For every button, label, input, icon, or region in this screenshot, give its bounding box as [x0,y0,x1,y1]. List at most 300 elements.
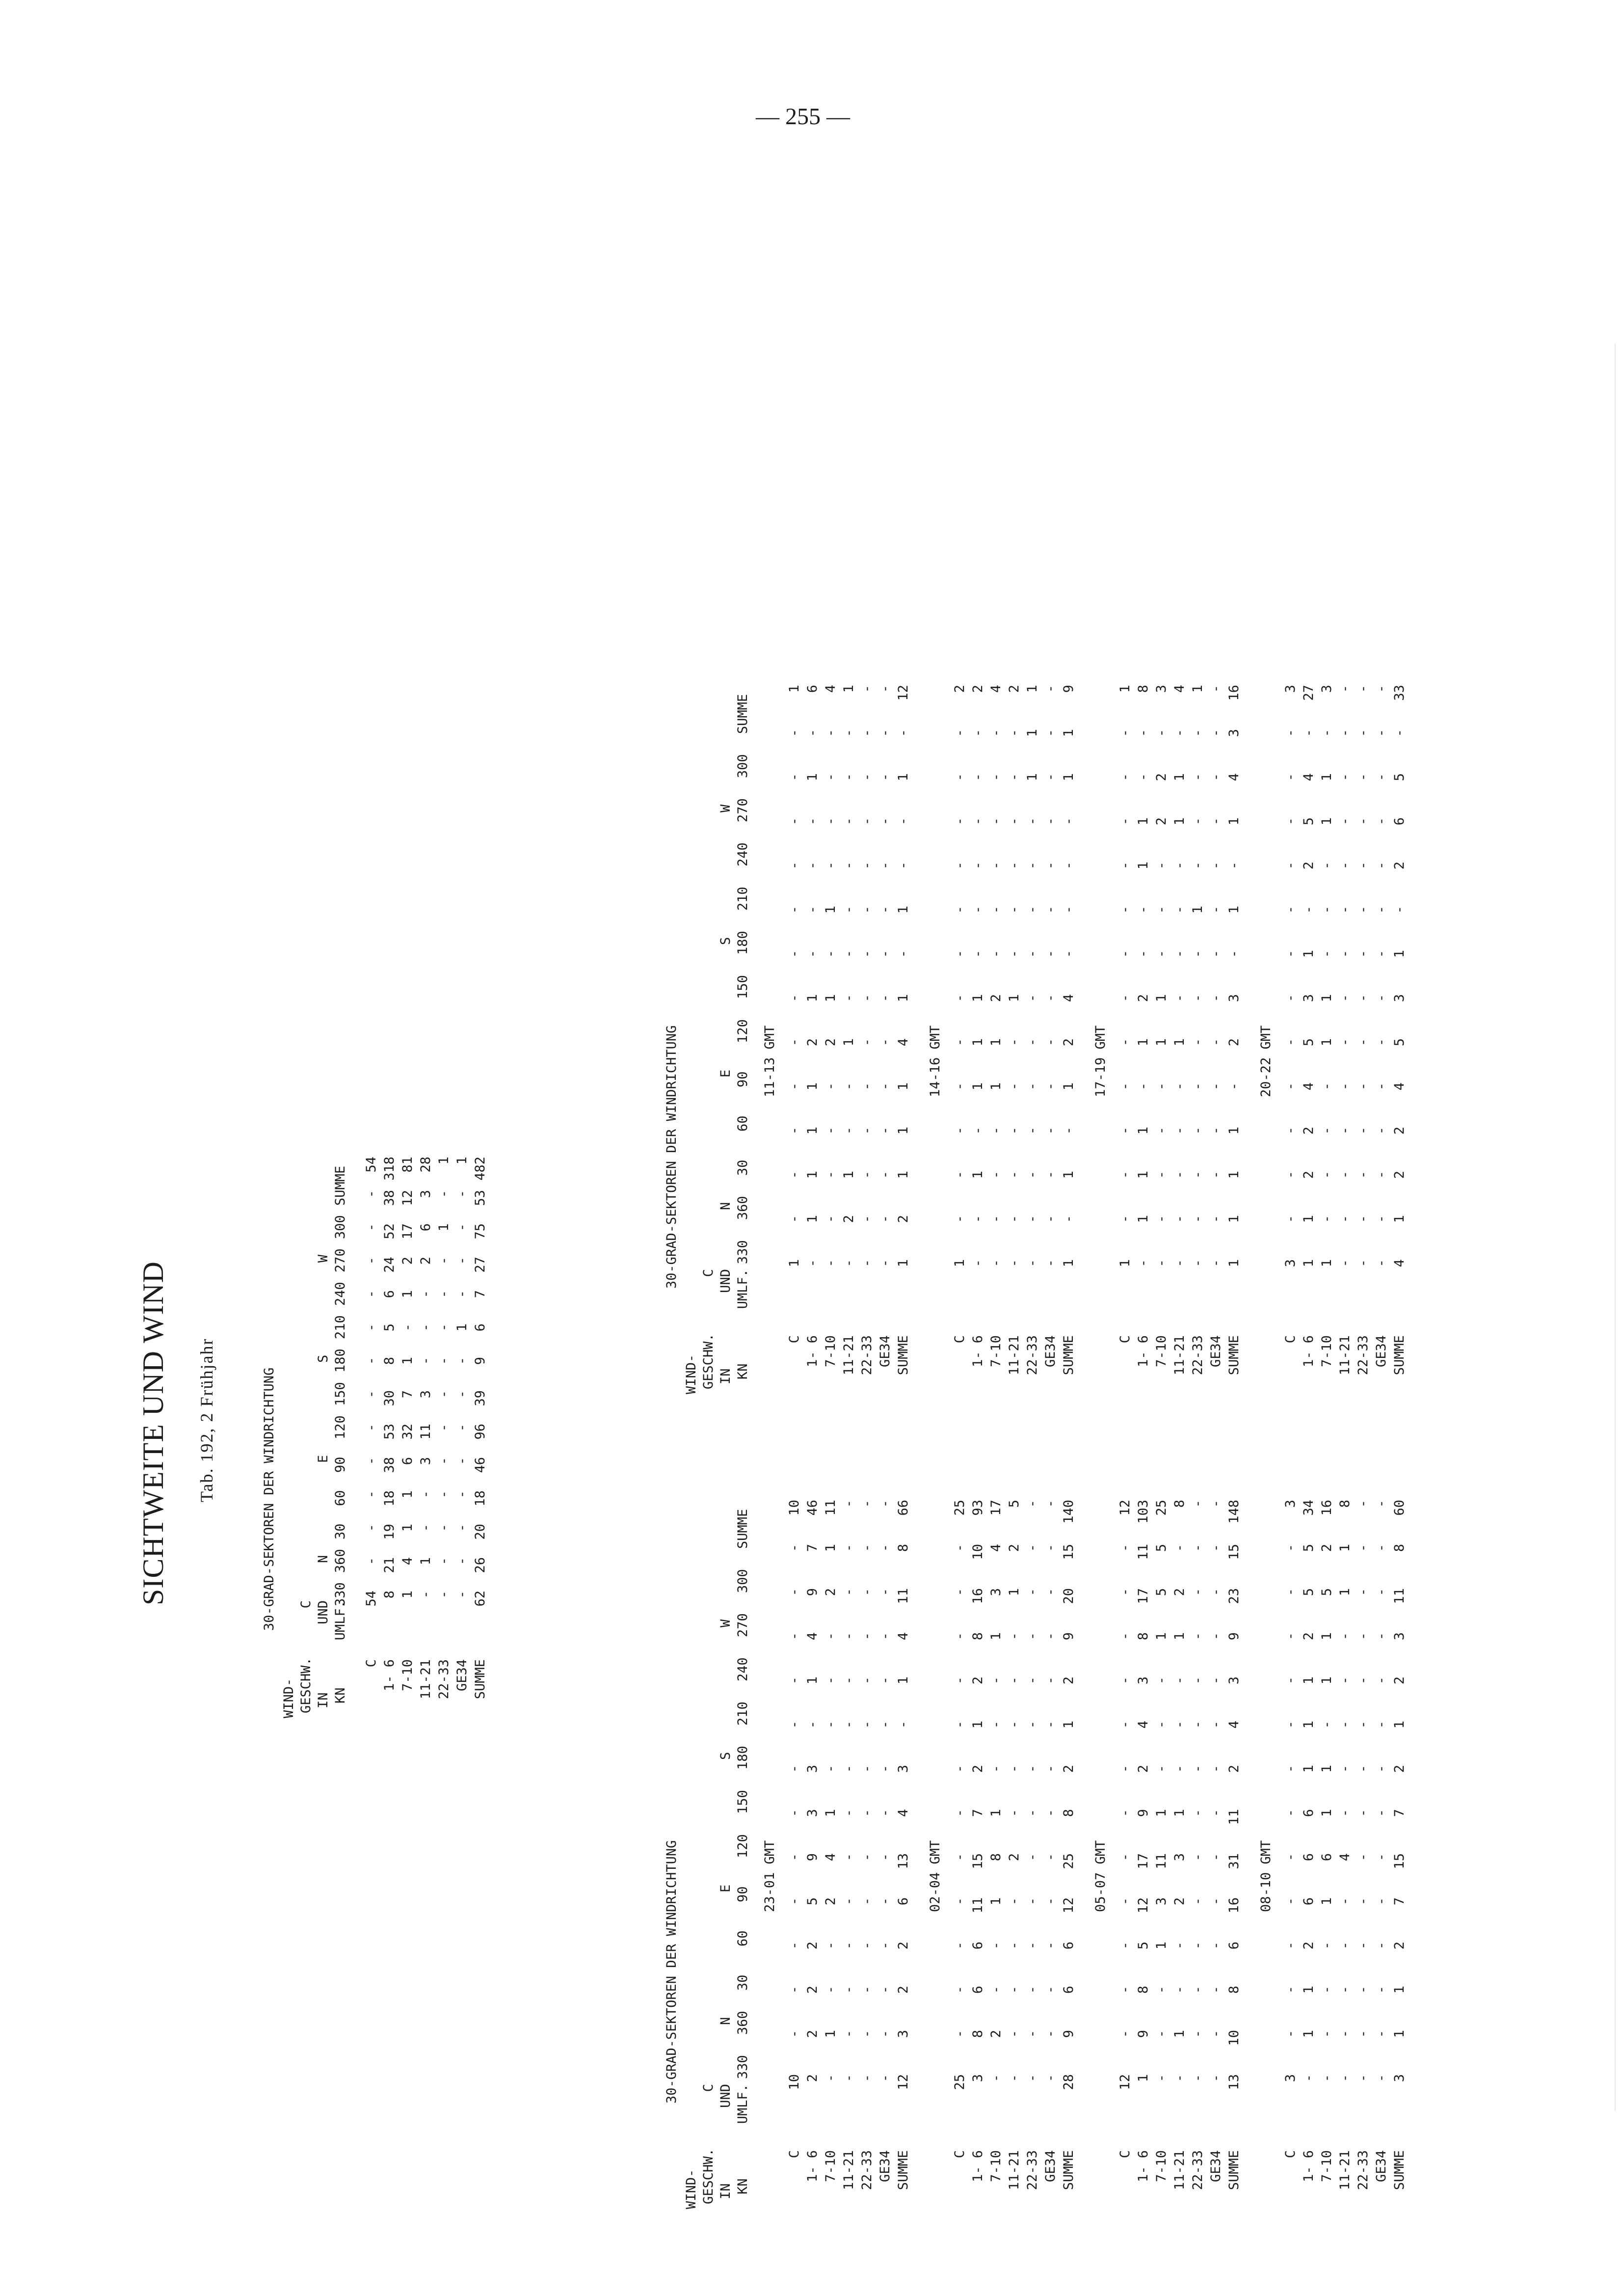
table-row [1207,1492,1225,2219]
table-row [1152,677,1171,1404]
table-cell: - [1337,862,1353,870]
table-cell: - [1337,2074,1353,2082]
table-cell: 16 [970,1588,985,1604]
table-cell: - [841,1544,856,1552]
row-label: 1- 6 [382,1659,397,1692]
table-cell: 2 [1392,1171,1407,1179]
table-cell: - [1172,1171,1187,1179]
table-cell: - [878,1809,893,1817]
table-cell: - [1025,862,1040,870]
table-cell: 3 [1392,2074,1407,2082]
compass-label-w: W [718,1619,733,1627]
table-cell: - [859,950,875,958]
table-cell: - [1337,1082,1353,1091]
table-row [987,677,1005,1404]
table-cell: - [1117,1809,1133,1817]
table-cell: 5 [1154,1544,1169,1552]
table-row [1372,1492,1390,2219]
table-cell: - [1117,1127,1133,1135]
row-label: GE34 [1043,2150,1058,2183]
table-row [1225,1492,1243,2219]
table-cell: - [436,1390,452,1399]
table-cell: - [1208,862,1224,870]
table-cell: - [1301,2074,1316,2082]
table-cell: 1 [1319,1765,1334,1773]
table-cell: 6 [473,1324,488,1332]
table-cell: - [1025,1215,1040,1223]
table-cell: - [952,817,967,826]
table-cell: 8 [970,1632,985,1641]
table-cell: - [1043,685,1058,693]
table-cell: - [1301,906,1316,914]
table-cell: - [1025,1986,1040,1994]
column-header: 330 [735,1240,750,1264]
table-cell: 11 [1392,1588,1407,1604]
table-cell: - [1319,1215,1334,1223]
table-cell: 1 [952,1259,967,1268]
table-cell: - [988,950,1004,958]
table-row [1390,677,1409,1404]
table-cell: - [1061,862,1076,870]
block-spacer [912,1492,921,2219]
table-cell: - [1043,1259,1058,1268]
table-cell: 3 [418,1457,433,1465]
row-label: C [787,2150,802,2159]
calm-header-line: UND [718,2084,733,2108]
table-cell: 3 [805,1765,820,1773]
table-cell: - [1337,685,1353,693]
table-cell: - [1117,1676,1133,1685]
table-cell: 11 [1136,1544,1151,1560]
row-label: C [952,1335,967,1344]
block-spacer [912,677,921,1404]
table-row [1300,677,1318,1404]
table-cell: - [1208,773,1224,782]
table-cell: - [1283,950,1298,958]
table-cell: - [1356,1215,1371,1223]
table-cell: - [878,1853,893,1862]
page-number: — 255 — [756,104,850,130]
table-row [362,1157,380,1728]
table-cell: 2 [400,1257,415,1265]
table-cell: 1 [1319,773,1334,782]
table-cell: 9 [1226,1632,1242,1641]
table-cell: - [988,862,1004,870]
table-row [858,1492,876,2219]
table-cell: 5 [1319,1588,1334,1596]
table-cell: 1 [1061,1721,1076,1729]
table-row [1281,677,1300,1404]
table-cell: 32 [400,1424,415,1440]
table-row [822,1492,840,2219]
table-cell: - [859,1259,875,1268]
table-cell: 1 [1007,1588,1022,1596]
table-cell: - [1208,1038,1224,1047]
table-cell: - [1374,2030,1389,2038]
table-cell: 28 [418,1157,433,1173]
table-cell: - [1154,1082,1169,1091]
table-cell: 1 [1154,1942,1169,1950]
table-cell: - [1337,1215,1353,1223]
table-cell: - [1117,1544,1133,1552]
table-cell: 1 [1136,1171,1151,1179]
table-cell: 93 [970,1500,985,1516]
table-cell: - [1007,1765,1022,1773]
table-cell: - [952,862,967,870]
time-block-label: 02-04 GMT [928,1840,943,1912]
table-cell: - [823,773,838,782]
table-cell: - [1190,1986,1205,1994]
table-row [951,1492,969,2219]
row-label: 11-21 [1007,1335,1022,1376]
table-cell: - [859,862,875,870]
table-cell: - [1356,906,1371,914]
table-cell: - [1025,1676,1040,1685]
table-cell: - [1025,950,1040,958]
table-cell: 1 [436,1157,452,1165]
table-cell: - [1154,1127,1169,1135]
table-cell: - [896,817,911,826]
table-cell: 1 [805,1171,820,1179]
table-cell: - [1025,1544,1040,1552]
table-cell: - [454,1424,470,1432]
column-header: SUMME [735,694,750,734]
table-cell: - [1154,1171,1169,1179]
table-cell: - [1043,729,1058,737]
table-cell: - [859,1765,875,1773]
table-cell: - [878,1215,893,1223]
table-cell: - [1154,1765,1169,1773]
table-cell: - [1043,1038,1058,1047]
table-cell: 2 [896,1215,911,1223]
table-cell: - [787,1721,802,1729]
table-cell: - [841,1082,856,1091]
table-cell: - [878,994,893,1002]
table-cell: - [787,817,802,826]
table-cell: 7 [400,1390,415,1399]
table-cell: 1 [1319,1809,1334,1817]
table-cell: 1 [1136,1215,1151,1223]
table-cell: - [787,773,802,782]
table-cell: - [823,1171,838,1179]
row-label: 1- 6 [1136,1335,1151,1368]
table-cell: - [896,950,911,958]
table-row [380,1157,399,1728]
table-cell: - [1117,1171,1133,1179]
table-cell: 10 [787,2074,802,2090]
table-cell: - [1025,1853,1040,1862]
table-cell: - [1374,1171,1389,1179]
table-row [1189,677,1207,1404]
table-cell: - [1136,729,1151,737]
table-cell: - [1154,1721,1169,1729]
table-cell: - [1301,729,1316,737]
table-row [399,1157,417,1728]
table-cell: - [952,1676,967,1685]
table-cell: - [805,817,820,826]
table-cell: - [364,1457,379,1465]
table-cell: - [1117,729,1133,737]
table-cell: 8 [1172,1500,1187,1508]
table-cell: - [952,1721,967,1729]
table-cell: 2 [1301,1942,1316,1950]
table-cell: 1 [1154,1809,1169,1817]
table-cell: 1 [805,1127,820,1135]
table-row [822,677,840,1404]
table-cell: - [970,729,985,737]
table-cell: - [1117,906,1133,914]
table-cell: 46 [805,1500,820,1516]
table-cell: - [1043,1544,1058,1552]
table-cell: 6 [1301,1809,1316,1817]
table-cell: 2 [823,1588,838,1596]
table-cell: - [1374,1588,1389,1596]
table-cell: - [1356,1986,1371,1994]
table-cell: - [1043,1632,1058,1641]
table-cell: - [878,2074,893,2082]
table-cell: - [805,862,820,870]
table-row [453,1157,471,1728]
table-cell: - [787,729,802,737]
table-cell: 60 [1392,1500,1407,1516]
table-cell: - [436,1457,452,1465]
table-cell: - [1136,1259,1151,1268]
table-cell: - [364,1257,379,1265]
table-cell: 1 [805,773,820,782]
table-row [1336,677,1354,1404]
table-cell: - [970,906,985,914]
row-label: SUMME [896,1335,911,1376]
table-cell: - [1117,1588,1133,1596]
column-header: 60 [735,1930,750,1946]
table-cell: - [1356,862,1371,870]
table-cell: - [1025,817,1040,826]
table-cell: 1 [787,1259,802,1268]
table-cell: - [1356,1809,1371,1817]
table-cell: - [841,773,856,782]
table-cell: 1 [1319,994,1334,1002]
table-cell: - [1025,1942,1040,1950]
table-cell: - [1025,1500,1040,1508]
table-cell: - [1117,1897,1133,1906]
table-cell: 6 [1226,1942,1242,1950]
table-cell: 318 [382,1157,397,1181]
table-cell: 1 [400,1290,415,1298]
table-cell: 482 [473,1157,488,1181]
table-cell: - [1190,1897,1205,1906]
table-cell: 17 [988,1500,1004,1516]
row-label: SUMME [1061,2150,1076,2190]
table-cell: - [1374,950,1389,958]
table-row [840,1492,858,2219]
table-cell: - [805,950,820,958]
table-cell: 12 [1061,1897,1076,1914]
table-cell: - [1190,862,1205,870]
table-cell: 4 [400,1557,415,1566]
table-cell: 2 [896,1942,911,1950]
table-cell: - [1007,1215,1022,1223]
table-cell: 3 [1283,1259,1298,1268]
column-header: SUMME [333,1165,348,1206]
table-cell: - [1190,950,1205,958]
table-cell: - [1172,1765,1187,1773]
row-label: C [1283,1335,1298,1344]
table-cell: 1 [970,1721,985,1729]
left-time-table [663,1492,1417,2219]
table-cell: - [787,950,802,958]
table-cell: - [1283,1215,1298,1223]
table-cell: 1 [970,994,985,1002]
table-cell: - [1337,1942,1353,1950]
calm-header-line: UND [316,1600,331,1624]
table-cell: - [878,862,893,870]
table-cell: 9 [1136,1809,1151,1817]
column-header: 300 [735,1569,750,1593]
table-row [1005,1492,1023,2219]
table-cell: 8 [1136,1632,1151,1641]
table-cell: - [1319,2030,1334,2038]
table-cell: 24 [382,1257,397,1273]
table-cell: - [1337,1127,1353,1135]
table-cell: - [1208,994,1224,1002]
table-cell: 1 [1337,1544,1353,1552]
wind-speed-header-line: IN [718,2183,733,2199]
table-cell: - [878,1942,893,1950]
table-cell: 1 [454,1157,470,1165]
table-cell: 7 [805,1544,820,1552]
table-cell: 2 [1392,1127,1407,1135]
table-cell: - [988,773,1004,782]
table-cell: - [454,1490,470,1499]
table-cell: 4 [805,1632,820,1641]
table-cell: - [878,1127,893,1135]
table-cell: 1 [1136,817,1151,826]
table-cell: 1 [1136,862,1151,870]
table-cell: - [1117,817,1133,826]
table-cell: 2 [1172,1897,1187,1906]
table-cell: 1 [1190,906,1205,914]
compass-label-n: N [718,2017,733,2025]
table-cell: - [364,1190,379,1198]
row-label: 22-33 [859,1335,875,1376]
table-cell: 1 [988,1809,1004,1817]
table-row [1171,1492,1189,2219]
table-cell: - [364,1324,379,1332]
wind-speed-header-line: KN [333,1687,348,1703]
table-row [1318,1492,1336,2219]
table-cell: - [1374,1897,1389,1906]
table-cell: 1 [1172,2030,1187,2038]
table-cell: - [859,1544,875,1552]
table-cell: - [1117,1765,1133,1773]
table-cell: - [1208,1809,1224,1817]
table-cell: - [1319,1721,1334,1729]
column-header: 30 [735,1974,750,1991]
table-cell: - [1283,1853,1298,1862]
table-cell: - [1172,2074,1187,2082]
table-cell: - [988,729,1004,737]
table-cell: 27 [1301,685,1316,701]
table-cell: - [1283,1082,1298,1091]
calm-header-line: UMLF. [735,1269,750,1309]
table-cell: 5 [1301,1588,1316,1596]
table-cell: - [859,2030,875,2038]
table-row [1116,677,1134,1404]
table-cell: 17 [1136,1853,1151,1869]
table-row [1023,677,1041,1404]
table-cell: - [1025,1171,1040,1179]
table-cell: 12 [1117,1500,1133,1516]
row-label: SUMME [896,2150,911,2190]
table-cell: - [841,1897,856,1906]
table-row [1060,1492,1078,2219]
table-cell: - [1190,729,1205,737]
table-cell: - [841,1986,856,1994]
table-cell: - [1061,817,1076,826]
table-cell: 1 [1172,1809,1187,1817]
table-cell: 62 [473,1591,488,1607]
table-cell: - [859,1171,875,1179]
table-cell: - [418,1490,433,1499]
table-cell: 2 [1392,1765,1407,1773]
table-cell: 10 [970,1544,985,1560]
table-cell: - [1190,1215,1205,1223]
table-cell: 18 [382,1490,397,1507]
table-cell: - [1283,2030,1298,2038]
table-cell: - [1374,906,1389,914]
table-cell: - [1356,1171,1371,1179]
table-cell: 3 [1154,1897,1169,1906]
time-block-label: 08-10 GMT [1258,1840,1274,1912]
table-cell: - [454,1190,470,1198]
table-cell: 11 [896,1588,911,1604]
table-cell: 17 [400,1223,415,1240]
table-cell: - [1190,2074,1205,2082]
table-cell: - [988,1765,1004,1773]
table-cell: - [859,685,875,693]
table-cell: - [1283,1897,1298,1906]
table-cell: - [454,1290,470,1298]
table-cell: - [841,950,856,958]
table-cell: - [1356,1127,1371,1135]
table-cell: 5 [382,1324,397,1332]
table-cell: - [1319,862,1334,870]
table-cell: - [1283,1038,1298,1047]
table-cell: - [1319,906,1334,914]
table-cell: - [1007,1632,1022,1641]
table-cell: - [787,862,802,870]
table-cell: - [364,1290,379,1298]
table-cell: - [952,2030,967,2038]
column-header: 240 [333,1282,348,1306]
table-cell: 148 [1226,1500,1242,1524]
table-cell: 4 [1392,1082,1407,1091]
table-cell: - [1117,1853,1133,1862]
row-label: SUMME [1061,1335,1076,1376]
table-cell: - [952,1853,967,1862]
table-cell: - [1356,2030,1371,2038]
table-cell: - [1043,1215,1058,1223]
table-cell: - [952,773,967,782]
table-cell: - [859,1721,875,1729]
table-cell: 13 [896,1853,911,1869]
table-row [876,677,894,1404]
table-cell: - [823,1632,838,1641]
table-cell: 54 [364,1157,379,1173]
table-cell: - [878,1632,893,1641]
table-cell: - [787,1853,802,1862]
table-row [1281,1492,1300,2219]
